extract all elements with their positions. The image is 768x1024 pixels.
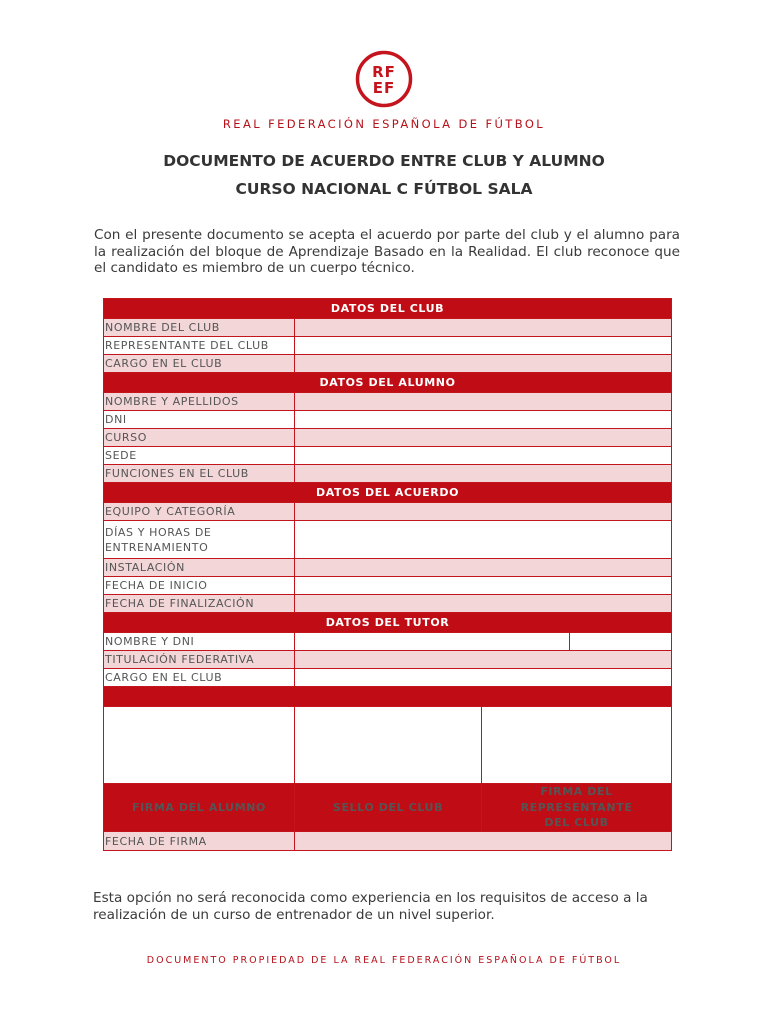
start-date-field[interactable] [295,577,672,595]
field-label: NOMBRE Y APELLIDOS [104,393,295,411]
field-label: REPRESENTANTE DEL CLUB [104,337,295,355]
field-label: CARGO EN EL CLUB [104,669,295,687]
footer-ownership: DOCUMENTO PROPIEDAD DE LA REAL FEDERACIÓN ESPAÑOLA DE FÚTBOL [146,955,622,966]
document-title: DOCUMENTO DE ACUERDO ENTRE CLUB Y ALUMNO [163,152,605,170]
section-header-tutor: DATOS DEL TUTOR [104,613,672,633]
field-label: DÍAS Y HORAS DE ENTRENAMIENTO [104,521,295,559]
training-schedule-field[interactable] [295,521,672,559]
closing-note: Esta opción no será reconocida como experiencia en los requisitos de acceso a la realización de un curso de entrenador de un nivel superior. [93,890,648,923]
student-dni-field[interactable] [295,411,672,429]
section-header-agreement: DATOS DEL ACUERDO [104,483,672,503]
facility-field[interactable] [295,559,672,577]
field-label: FECHA DE INICIO [104,577,295,595]
field-label: FECHA DE FINALIZACIÓN [104,595,295,613]
club-representative-field[interactable] [295,337,672,355]
federation-name: REAL FEDERACIÓN ESPAÑOLA DE FÚTBOL [222,117,546,131]
section-header-club: DATOS DEL CLUB [104,299,672,319]
student-course-field[interactable] [295,429,672,447]
student-functions-field[interactable] [295,465,672,483]
field-label: CARGO EN EL CLUB [104,355,295,373]
field-label: CURSO [104,429,295,447]
logo-text-bottom: EF [372,79,396,97]
club-position-field[interactable] [295,355,672,373]
field-label: FUNCIONES EN EL CLUB [104,465,295,483]
tutor-dni-field[interactable] [570,633,672,651]
field-label: TITULACIÓN FEDERATIVA [104,651,295,669]
intro-paragraph: Con el presente documento se acepta el acuerdo por parte del club y el alumno para la realización del bloque de Aprendizaje Basado en la Realidad. El club reconoce que el candidato es miembro de un cuerpo técnico. [94,227,680,276]
representative-signature-label: FIRMA DEL REPRESENTANTE DEL CLUB [482,784,672,832]
club-name-field[interactable] [295,319,672,337]
field-label: EQUIPO Y CATEGORÍA [104,503,295,521]
student-venue-field[interactable] [295,447,672,465]
document-subtitle: CURSO NACIONAL C FÚTBOL SALA [235,180,533,198]
field-label: FECHA DE FIRMA [104,832,295,851]
rfef-logo [355,50,413,108]
signature-date-field[interactable] [295,832,672,851]
field-label: DNI [104,411,295,429]
field-label: SEDE [104,447,295,465]
team-category-field[interactable] [295,503,672,521]
tutor-qualification-field[interactable] [295,651,672,669]
student-name-field[interactable] [295,393,672,411]
signature-band [104,687,672,707]
student-signature-label: FIRMA DEL ALUMNO [104,784,295,832]
end-date-field[interactable] [295,595,672,613]
tutor-name-field[interactable] [295,633,570,651]
field-label: NOMBRE DEL CLUB [104,319,295,337]
agreement-form [103,298,672,851]
field-label: INSTALACIÓN [104,559,295,577]
club-stamp-label: SELLO DEL CLUB [295,784,482,832]
tutor-position-field[interactable] [295,669,672,687]
section-header-student: DATOS DEL ALUMNO [104,373,672,393]
representative-signature-box[interactable] [482,707,672,784]
student-signature-box[interactable] [104,707,295,784]
logo-text-top: RF [372,63,396,81]
club-stamp-box[interactable] [295,707,482,784]
field-label: NOMBRE Y DNI [104,633,295,651]
